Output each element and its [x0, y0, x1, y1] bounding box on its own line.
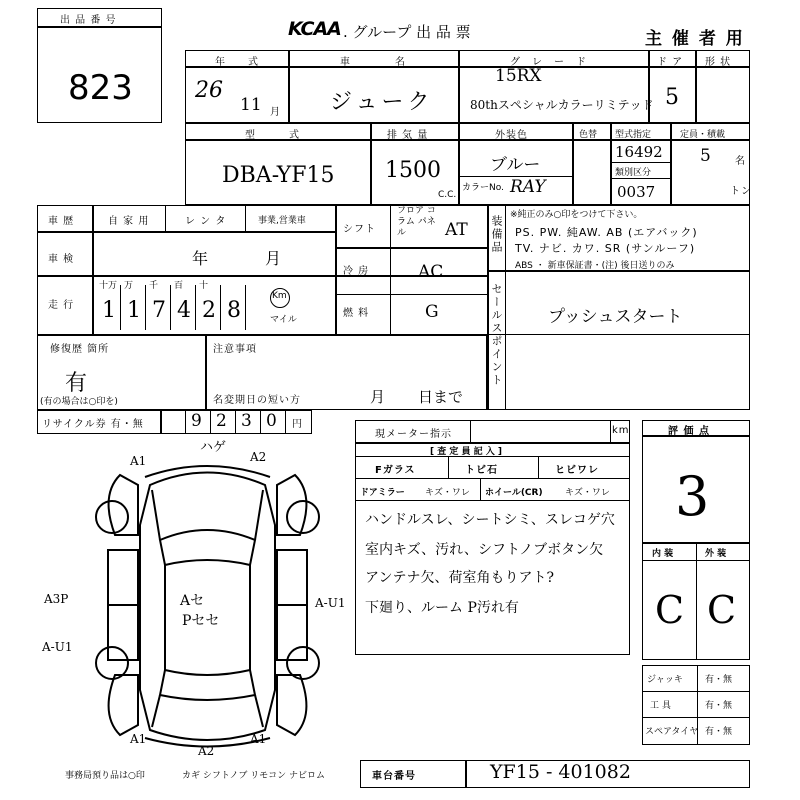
- repair-label: 修復歴 箇所: [50, 344, 110, 355]
- chassis-value: YF15 - 401082: [490, 761, 631, 783]
- category-value: 0037: [617, 183, 656, 201]
- jack-value[interactable]: 有・無: [705, 675, 733, 685]
- tools-value[interactable]: 有・無: [705, 701, 733, 711]
- inspection-year: 年: [192, 249, 209, 268]
- score-label: 評 価 点: [668, 426, 710, 437]
- ac-value: AC: [418, 262, 444, 282]
- lot-label: 出 品 番 号: [60, 15, 117, 26]
- inspection-month: 月: [265, 249, 282, 268]
- ton-unit: トン: [730, 186, 752, 197]
- car-diagram: [90, 455, 325, 755]
- inspector-label: [ 査 定 員 記 入 ]: [430, 447, 503, 457]
- year-value: 26: [195, 78, 223, 103]
- diagram-note: A1: [130, 732, 147, 746]
- diagram-note: ハゲ: [200, 440, 227, 455]
- equipment-line2: TV. ナビ. カワ. SR (サンルーフ): [515, 242, 696, 255]
- fglass-label: Fガラス: [375, 465, 416, 476]
- equipment-line1: PS. PW. 純AW. AB (エアバック): [515, 226, 698, 239]
- repair-note: (有の場合は○印を): [40, 397, 118, 407]
- chassis-label: 車台番号: [372, 771, 416, 782]
- inspection-note: 下廻り、ルーム P汚れ有: [365, 600, 519, 616]
- equipment-line3: ABS ・ 新車保証書・(注) 後日送りのみ: [515, 261, 675, 271]
- diagram-note: A-U1: [42, 640, 73, 654]
- history-label: 車 歴: [48, 216, 75, 227]
- door-label: ド ア: [657, 57, 684, 68]
- exterior-label: 外 装: [705, 549, 727, 559]
- diagram-note: A2: [198, 744, 215, 758]
- exterior-value: C: [707, 588, 737, 632]
- color-no-value: RAY: [510, 177, 546, 197]
- mileage-digit: 1: [127, 298, 141, 323]
- mirror-label: ドアミラー: [360, 488, 405, 498]
- model-designation-label: 型式指定: [615, 130, 652, 140]
- meter-unit: km: [612, 425, 630, 436]
- interior-value: C: [655, 588, 685, 632]
- mileage-label: 走 行: [48, 300, 75, 311]
- ac-label: 冷 房: [343, 266, 370, 277]
- tools-label: 工 具: [650, 701, 671, 711]
- shift-label: シフト: [343, 224, 376, 235]
- cc-label: C.C.: [438, 190, 457, 200]
- history-private[interactable]: 自 家 用: [108, 216, 150, 227]
- hibiware-label: ヒビワレ: [555, 465, 599, 476]
- model-value: DBA-YF15: [222, 163, 335, 188]
- capacity-label: 定員・積載: [680, 130, 726, 140]
- category-label: 類別区分: [615, 168, 652, 178]
- reg-day: 日まで: [418, 388, 464, 406]
- form-title: . グループ 出 品 票: [343, 23, 471, 41]
- digit-unit: 十万: [99, 281, 118, 291]
- recycle-label[interactable]: リサイクル券 有・無: [42, 419, 144, 430]
- meter-label: 現メーター指示: [375, 429, 452, 440]
- mileage-digit: 7: [152, 298, 166, 323]
- fuel-value: G: [425, 302, 439, 322]
- mileage-digit: 1: [102, 298, 116, 323]
- month-value: 11: [240, 95, 262, 115]
- mileage-digit: 8: [227, 298, 241, 323]
- history-business[interactable]: 事業,営業車: [258, 216, 306, 226]
- mileage-digit: 2: [202, 298, 216, 323]
- shift-value: AT: [445, 220, 468, 240]
- diagram-note: A1: [130, 454, 147, 468]
- sales-point-side-label: セールスポイント: [490, 283, 503, 387]
- host-use-label: 主 催 者 用: [645, 29, 745, 49]
- equipment-side-label: 装備品: [490, 215, 503, 254]
- notes-label: 注意事項: [213, 344, 257, 355]
- spare-value[interactable]: 有・無: [705, 727, 733, 737]
- ext-color-label: 外装色: [495, 130, 528, 141]
- score-value: 3: [675, 465, 710, 528]
- digit-unit: 万: [124, 281, 134, 291]
- diagram-note: Aセ: [180, 593, 205, 609]
- car-name-value: ジューク: [330, 90, 434, 115]
- reg-date-label: 名変期日の短い方: [213, 395, 301, 406]
- ext-color-value: ブルー: [490, 155, 541, 175]
- jack-label: ジャッキ: [647, 675, 683, 685]
- tobiishi-label: トビ石: [465, 465, 498, 476]
- inspection-note: ハンドルスレ、シートシミ、スレコゲ穴: [365, 512, 615, 528]
- reg-month: 月: [370, 388, 386, 406]
- color-change-label: 色替: [579, 130, 598, 140]
- kcaa-logo: KCAA: [288, 18, 341, 40]
- grade-line1: 15RX: [495, 66, 542, 86]
- mileage-digit: 4: [177, 298, 191, 323]
- name-label: 車 名: [340, 57, 406, 68]
- sales-point-box: [487, 270, 750, 410]
- office-label: 事務局預り品は○印: [65, 771, 145, 781]
- lot-number: 823: [68, 68, 133, 108]
- diagram-note: Pセセ: [182, 613, 220, 629]
- shape-label: 形 状: [705, 57, 732, 68]
- history-rental[interactable]: レ ン タ: [185, 216, 227, 227]
- recycle-digit: 2: [216, 411, 227, 431]
- diagram-note: A-U1: [315, 596, 346, 610]
- displacement-label: 排 気 量: [387, 130, 429, 141]
- inspection-note: 室内キズ、汚れ、シフトノブボタン欠: [365, 542, 604, 558]
- inspection-note: アンテナ欠、荷室角もりアト?: [365, 570, 554, 586]
- fuel-label: 燃 料: [343, 308, 370, 319]
- color-no-label: カラーNo.: [462, 183, 504, 193]
- digit-unit: 百: [174, 281, 184, 291]
- repair-value: 有: [65, 371, 88, 396]
- recycle-digit: 0: [266, 411, 277, 431]
- year-label: 年 式: [215, 57, 259, 68]
- capacity-unit: 名: [735, 156, 746, 167]
- office-items: カギ シフトノブ リモコン ナビロム: [182, 771, 326, 781]
- interior-label: 内 装: [652, 549, 674, 559]
- wheel-label: ホイール(CR): [485, 488, 543, 498]
- digit-unit: 千: [149, 281, 159, 291]
- model-designation-value: 16492: [615, 143, 663, 161]
- km-label: Km: [272, 291, 287, 301]
- displacement-value: 1500: [385, 158, 441, 183]
- spare-label: スペアタイヤ: [645, 727, 699, 737]
- mile-label: マイル: [270, 315, 297, 325]
- mirror-opts[interactable]: キズ・ワレ: [425, 488, 470, 498]
- digit-unit: 十: [199, 281, 209, 291]
- diagram-note: A2: [250, 450, 267, 464]
- diagram-note: A3P: [44, 592, 69, 606]
- diagram-note: A1: [250, 732, 267, 746]
- sales-point-value: プッシュスタート: [548, 307, 683, 327]
- model-label: 型 式: [245, 130, 300, 141]
- recycle-unit: 円: [292, 419, 303, 430]
- recycle-digit: 3: [241, 411, 252, 431]
- door-value: 5: [665, 85, 679, 110]
- grade-label: グ レ ー ド: [510, 57, 587, 68]
- equipment-note: ※純正のみ○印をつけて下さい。: [510, 210, 643, 220]
- capacity-value: 5: [700, 146, 711, 166]
- inspection-label: 車 検: [48, 254, 75, 265]
- month-unit: 月: [270, 107, 281, 118]
- recycle-digit: 9: [191, 411, 202, 431]
- shift-pos-label: フロア コラム パネル: [397, 206, 436, 238]
- grade-line2: 80thスペシャルカラーリミテッド: [470, 98, 654, 112]
- wheel-opts[interactable]: キズ・ワレ: [565, 488, 610, 498]
